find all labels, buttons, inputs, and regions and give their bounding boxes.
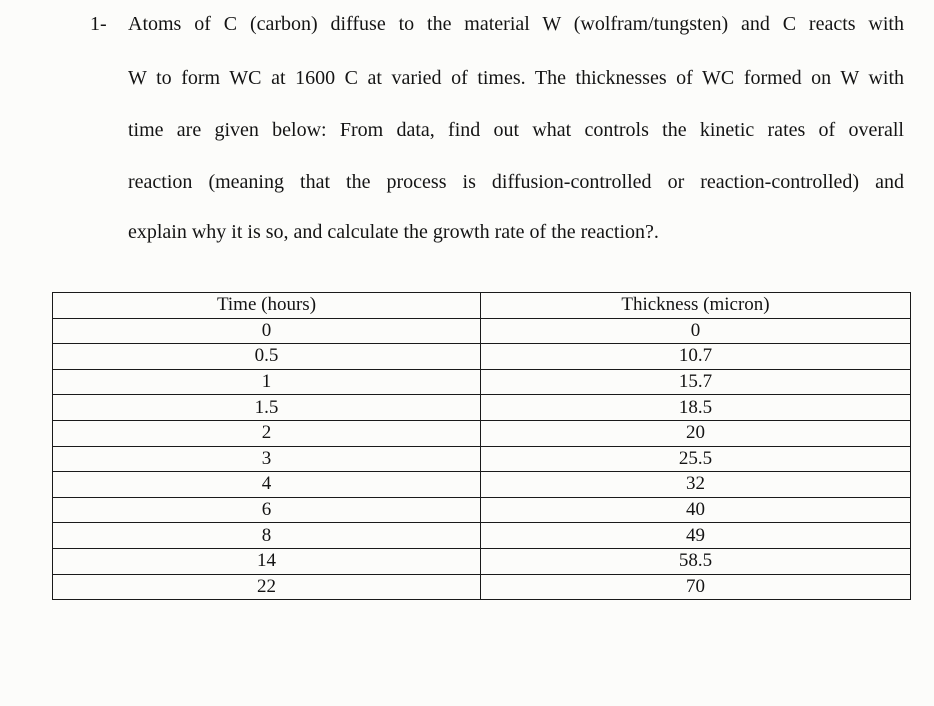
time-cell: 6: [53, 497, 481, 523]
table-row: [53, 574, 911, 600]
thickness-cell: 49: [481, 523, 911, 549]
time-cell: 1.5: [53, 395, 481, 421]
table-row: [53, 446, 911, 472]
question-line-2: W to form WC at 1600 C at varied of times. The thicknesses of WC formed on W with: [128, 67, 904, 89]
thickness-cell: 18.5: [481, 395, 911, 421]
thickness-cell: 32: [481, 472, 911, 498]
table-row: [53, 420, 911, 446]
question-number: 1-: [90, 13, 107, 35]
header-thickness: Thickness (micron): [481, 293, 911, 319]
time-cell: 1: [53, 369, 481, 395]
thickness-cell: 70: [481, 574, 911, 600]
thickness-cell: 10.7: [481, 344, 911, 370]
time-cell: 22: [53, 574, 481, 600]
table-row: [53, 523, 911, 549]
thickness-cell: 25.5: [481, 446, 911, 472]
time-cell: 8: [53, 523, 481, 549]
table-row: [53, 472, 911, 498]
table-row: [53, 318, 911, 344]
time-cell: 3: [53, 446, 481, 472]
question-line-1: Atoms of C (carbon) diffuse to the material W (wolfram/tungsten) and C reacts with: [128, 13, 904, 35]
table-header-row: [53, 293, 911, 319]
header-time: Time (hours): [53, 293, 481, 319]
time-thickness-table: [52, 292, 911, 600]
table-row: [53, 395, 911, 421]
table-row: [53, 344, 911, 370]
table-row: [53, 548, 911, 574]
thickness-cell: 15.7: [481, 369, 911, 395]
table-row: [53, 497, 911, 523]
time-cell: 4: [53, 472, 481, 498]
question-line-5: explain why it is so, and calculate the growth rate of the reaction?.: [128, 221, 659, 243]
question-line-3: time are given below: From data, find out what controls the kinetic rates of overall: [128, 119, 904, 141]
thickness-cell: 0: [481, 318, 911, 344]
time-cell: 2: [53, 420, 481, 446]
question-line-4: reaction (meaning that the process is diffusion-controlled or reaction-controlled) and: [128, 171, 904, 193]
thickness-cell: 20: [481, 420, 911, 446]
table-row: [53, 369, 911, 395]
time-cell: 0.5: [53, 344, 481, 370]
thickness-cell: 40: [481, 497, 911, 523]
data-table-container: [52, 292, 912, 600]
time-cell: 14: [53, 548, 481, 574]
time-cell: 0: [53, 318, 481, 344]
thickness-cell: 58.5: [481, 548, 911, 574]
